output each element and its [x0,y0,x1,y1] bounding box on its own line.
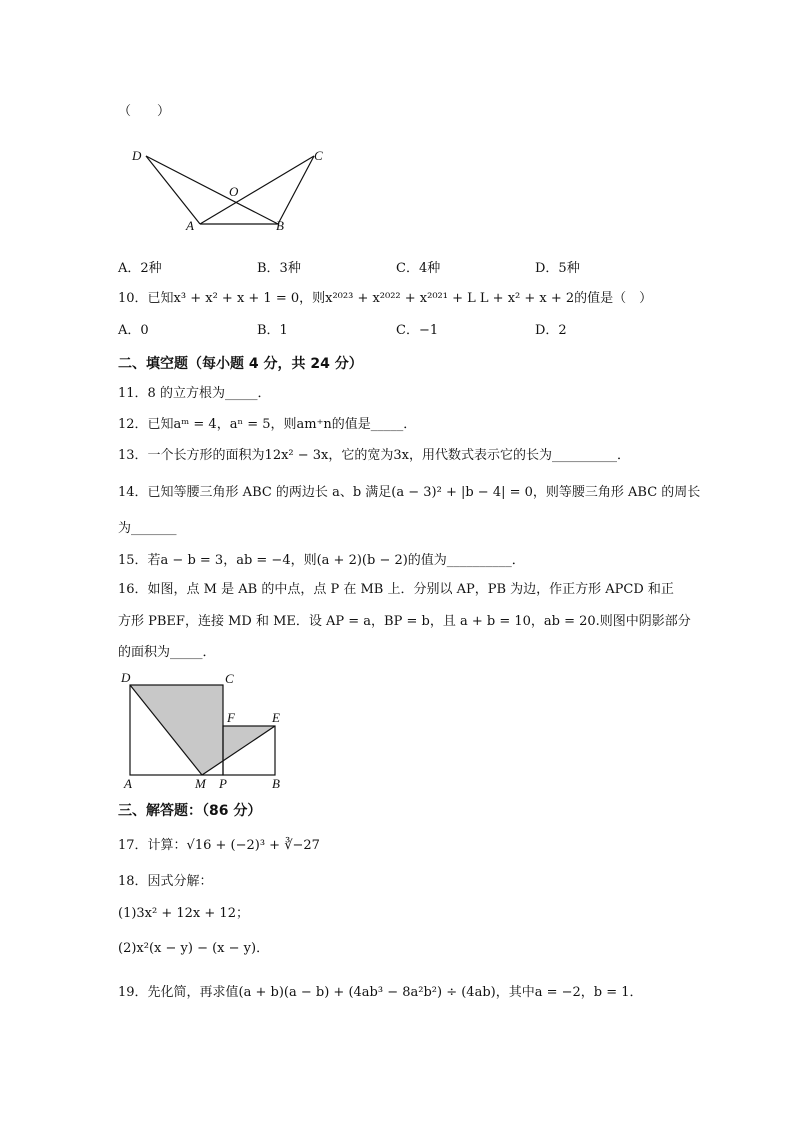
q16-text-line1: 16．如图，点 M 是 AB 的中点，点 P 在 MB 上．分别以 AP，PB 为边，作正方形 APCD 和正 [118,582,674,597]
q16-figure [118,670,298,792]
q10-option-b: B．1 [257,323,288,338]
point-label-O: O [229,184,239,199]
q18-part1: (1)3x² + 12x + 12； [118,906,249,921]
q14-text-line1: 14．已知等腰三角形 ABC 的两边长 a、b 满足(a − 3)² + |b − 4| = 0，则等腰三角形 ABC 的周长 [118,485,701,500]
segment-DB [146,156,278,224]
q9-option-d: D．5种 [535,261,580,276]
shaded-region [130,685,275,775]
point-label-F: F [227,710,235,725]
q9-option-a: A．2种 [118,261,162,276]
q11-text: 11．8 的立方根为_____． [118,386,271,401]
section-heading-solve: 三、解答题：（86 分） [118,803,262,819]
q9-option-c: C．4种 [396,261,441,276]
point-label-A: A [186,218,194,233]
q10-option-c: C．−1 [396,323,439,338]
q9-option-b: B．3种 [257,261,301,276]
point-label-M: M [195,776,206,791]
point-label-P: P [219,776,227,791]
q10-option-a: A．0 [118,323,149,338]
q15-text: 15．若a − b = 3，ab = −4，则(a + 2)(b − 2)的值为__________． [118,553,525,568]
q12-text: 12．已知aᵐ = 4，aⁿ = 5，则am⁺n的值是_____． [118,417,417,432]
point-label-B: B [272,776,280,791]
q9-answer-paren: （ ） [118,104,171,119]
q18-title: 18．因式分解： [118,874,213,889]
q9-figure [128,146,338,238]
q14-text-line2: 为_______ [118,521,177,536]
q10-option-d: D．2 [535,323,567,338]
q10-options [118,323,718,339]
q18-part2: (2)x²(x − y) − (x − y)． [118,941,270,956]
section-heading-fill-in: 二、填空题（每小题 4 分，共 24 分） [118,356,363,372]
segment-DA [146,156,200,224]
point-label-D: D [132,148,142,163]
q10-text: 10．已知x³ + x² + x + 1 = 0，则x²⁰²³ + x²⁰²² + x²⁰²¹ + L L + x² + x + 2的值是（ ） [118,291,653,306]
q17-text: 17．计算：√16 + (−2)³ + ∛−27 [118,838,320,853]
point-label-C: C [225,671,234,686]
q9-options [118,261,718,277]
point-label-D: D [121,670,131,685]
point-label-E: E [272,710,280,725]
q16-text-line2: 方形 PBEF，连接 MD 和 ME．设 AP = a，BP = b，且 a + b = 10，ab = 20.则图中阴影部分 [118,614,691,629]
point-label-A: A [124,776,132,791]
point-label-B: B [276,218,284,233]
q16-text-line3: 的面积为_____． [118,645,216,660]
point-label-C: C [314,148,323,163]
q19-text: 19．先化简，再求值(a + b)(a − b) + (4ab³ − 8a²b²) ÷ (4ab)，其中a = −2，b = 1． [118,985,643,1000]
q13-text: 13．一个长方形的面积为12x² − 3x，它的宽为3x，用代数式表示它的长为__________． [118,448,630,463]
